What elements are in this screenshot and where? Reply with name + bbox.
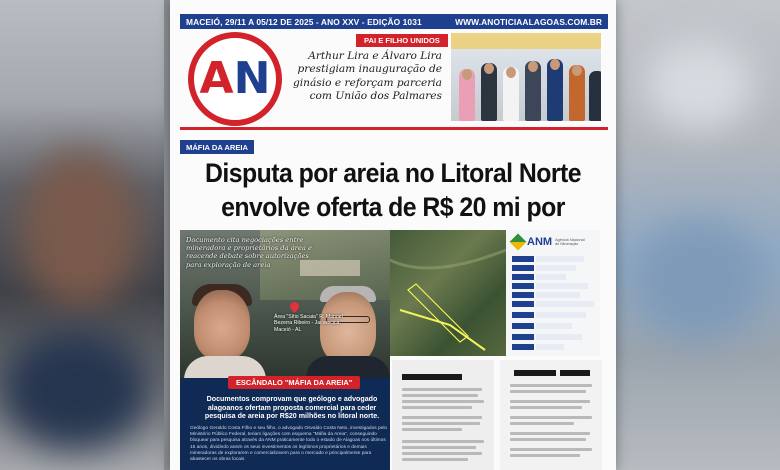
anm-logo-text: ANM <box>527 236 553 248</box>
anm-logo <box>512 236 585 248</box>
website-url: WWW.ANOTICIAALAGOAS.COM.BR <box>455 16 602 27</box>
story-deck: Documentos comprovam que geólogo e advogado alagoanos ofertam proposta comercial para ceder pesquisa de areia por R$20 milhões no litoral norte. <box>204 395 380 421</box>
story-body: Geólogo Geraldo Costa Filho e seu filho, o advogado Osvaldo Costa Neto, investigados pelo Ministério Público Federal, teriam ligações com esquema "Máfia da Areia", conseguindo bloquear para pesquisa através da ANM praticamente todo o estado de Alagoas nos últimos 15 anos, dividindo assim os seus investimentos os legítimos proprietários e demais mineradoras de explorarem e comercializarem para o mercado e principalmente para abastecer os obras locais <box>190 426 388 463</box>
document-scan-1 <box>392 360 494 470</box>
top-story-group-photo <box>451 33 601 121</box>
document-scan-2 <box>500 360 602 470</box>
newspaper-front-page <box>170 0 616 470</box>
satellite-map <box>390 230 506 356</box>
lede-line: com União dos Palmares <box>309 90 442 103</box>
logo-letter-a: A <box>199 53 234 104</box>
lede-line: prestigiam inauguração de <box>297 63 442 76</box>
edition-bar <box>180 14 608 29</box>
scandal-badge: ESCÂNDALO "MÁFIA DA AREIA" <box>228 376 360 389</box>
lede-line: Arthur Lira e Álvaro Lira <box>308 50 442 62</box>
blurred-background-left <box>0 0 164 470</box>
top-story-kicker: PAI E FILHO UNIDOS <box>356 34 448 47</box>
an-logo <box>188 32 282 126</box>
headline-line: envolve oferta de R$ 20 mi por <box>221 192 565 222</box>
map-overlay <box>390 230 506 356</box>
anm-diamond-icon <box>510 234 527 251</box>
anm-subtitle: Agência Nacional de Mineração <box>555 237 585 246</box>
anm-document <box>506 230 600 356</box>
geologist-portrait <box>194 290 250 360</box>
edition-line: MACEIÓ, 29/11 A 05/12 DE 2025 - ANO XXV - EDIÇÃO 1031 <box>186 16 422 27</box>
map-pin-label: Área "Sítio Sacaia" R. Manoel Bezerra Ribeiro - Jacarecica, Maceió - AL <box>274 314 343 333</box>
photo-caption: Documento cita negociações entre mineradora e proprietários da área e reacende debate sobre autorizações para exploração de areia <box>186 236 312 269</box>
top-story-lede <box>288 50 442 104</box>
lede-line: ginásio e reforçam parceria <box>292 76 442 89</box>
logo-letter-n: N <box>233 53 271 104</box>
section-divider <box>180 127 608 130</box>
headline-line: Disputa por areia no Litoral Norte <box>205 158 581 188</box>
blurred-background-right <box>614 0 780 470</box>
main-story-kicker: MÁFIA DA AREIA <box>180 140 254 154</box>
